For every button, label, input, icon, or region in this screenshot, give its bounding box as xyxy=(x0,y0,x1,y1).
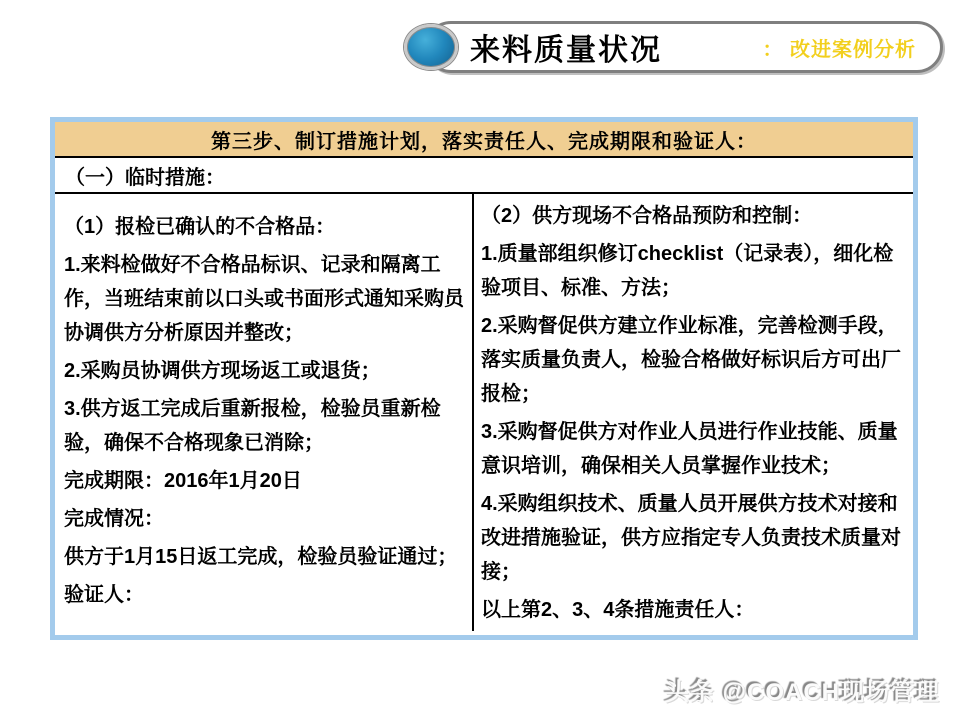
paragraph: 2.采购督促供方建立作业标准，完善检测手段，落实质量负责人，检验合格做好标识后方可出厂报检； xyxy=(481,315,901,405)
paragraph: 供方于1月15日返工完成，检验员验证通过； xyxy=(64,546,458,568)
right-column xyxy=(474,194,913,631)
left-column-paragraphs xyxy=(64,248,464,612)
paragraph: 完成情况： xyxy=(64,508,164,530)
paragraph: 1.质量部组织修订checklist（记录表），细化检验项目、标准、方法； xyxy=(481,243,894,299)
table-step-header: 第三步、制订措施计划，落实责任人、完成期限和验证人： xyxy=(55,122,913,158)
paragraph: 4.采购组织技术、质量人员开展供方技术对接和改进措施验证，供方应指定专人负责技术质量对接； xyxy=(481,493,901,583)
paragraph: 3.供方返工完成后重新报检，检验员重新检验，确保不合格现象已消除； xyxy=(64,398,441,454)
table-body xyxy=(55,194,913,631)
paragraph: 验证人： xyxy=(64,584,144,606)
right-column-paragraphs xyxy=(481,237,905,631)
paragraph: 2.采购员协调供方现场返工或退货； xyxy=(64,360,381,382)
paragraph: 以上第2、3、4条措施责任人： xyxy=(481,599,755,621)
watermark: 头条 @COACH现场管理 xyxy=(664,679,940,706)
right-column-title: （2）供方现场不合格品预防和控制： xyxy=(481,205,813,227)
left-column-title: （1）报检已确认的不合格品： xyxy=(64,216,336,238)
header-subtitle: ： 改进案例分析 xyxy=(762,38,916,61)
paragraph: 3.采购督促供方对作业人员进行作业技能、质量意识培训，确保相关人员掌握作业技术； xyxy=(481,421,898,477)
page-title: 来料质量状况 xyxy=(470,34,662,67)
title-banner xyxy=(425,21,943,73)
table-section-header: （一）临时措施： xyxy=(55,158,913,194)
left-column xyxy=(55,194,474,631)
measures-table xyxy=(50,117,918,640)
paragraph: 完成期限：2016年1月20日 xyxy=(64,470,302,492)
paragraph: 1.来料检做好不合格品标识、记录和隔离工作，当班结束前以口头或书面形式通知采购员协调供方分析原因并整改； xyxy=(64,254,464,344)
ellipse-bullet-icon xyxy=(404,24,458,70)
